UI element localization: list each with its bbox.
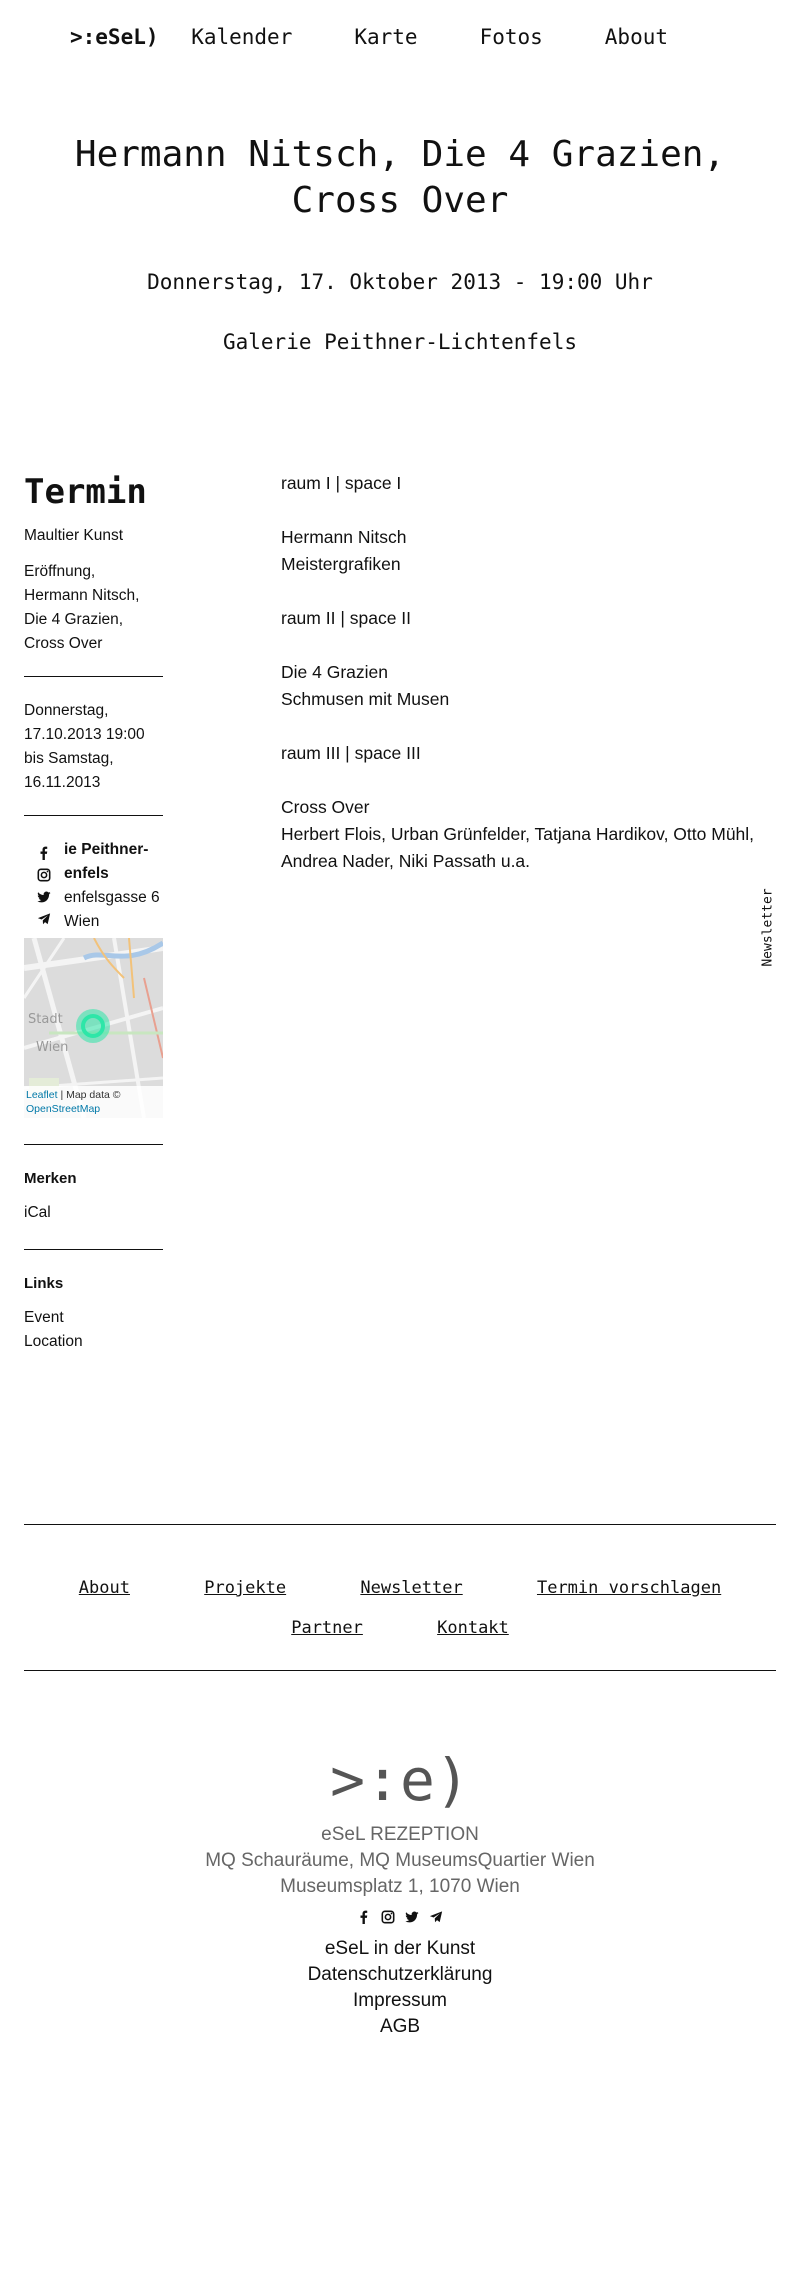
footer-link-projekte[interactable]: Projekte	[204, 1578, 287, 1598]
nav-karte[interactable]: Karte	[354, 25, 418, 49]
space-details	[281, 794, 761, 875]
map-data-text: | Map data ©	[57, 1089, 121, 1101]
footer-divider	[24, 1670, 776, 1671]
event-link[interactable]: Event	[24, 1309, 64, 1326]
event-description: Eröffnung, Hermann Nitsch, Die 4 Grazien, Cross Over	[24, 563, 140, 652]
address-line: enfelsgasse 6	[64, 889, 160, 906]
facebook-icon[interactable]	[357, 1910, 371, 1924]
space-title: raum I | space I	[281, 473, 402, 493]
address-line: enfels	[64, 865, 109, 882]
osm-link[interactable]: OpenStreetMap	[26, 1103, 101, 1115]
space-details	[281, 524, 761, 578]
twitter-icon[interactable]	[37, 890, 51, 904]
instagram-icon[interactable]	[37, 868, 51, 882]
footer-bottom-links	[0, 1936, 800, 2040]
footer-link-termin-vorschlagen[interactable]: Termin vorschlagen	[536, 1578, 722, 1598]
map-label: Wien	[36, 1040, 69, 1055]
event-venue: Galerie Peithner-Lichtenfels	[222, 330, 577, 354]
nav-about[interactable]: About	[604, 25, 668, 49]
address-line: ie Peithner-	[64, 841, 149, 858]
event-date-range	[24, 699, 163, 795]
footer-link-kontakt[interactable]: Kontakt	[437, 1618, 509, 1638]
space-title: raum III | space III	[281, 743, 421, 763]
footer-link-esel-in-der-kunst[interactable]: eSeL in der Kunst	[324, 1938, 476, 1959]
event-date: Donnerstag, 17. Oktober 2013 - 19:00 Uhr	[147, 270, 653, 294]
footer-address-line: eSeL REZEPTION	[321, 1824, 479, 1845]
telegram-icon[interactable]	[429, 1910, 443, 1924]
date-range-line: Donnerstag,	[24, 702, 109, 719]
space-details	[281, 659, 761, 713]
date-range-line: 17.10.2013 19:00	[24, 726, 145, 743]
space-artist: Cross Over	[281, 797, 370, 817]
footer-links	[24, 1568, 776, 1648]
twitter-icon[interactable]	[405, 1910, 419, 1924]
newsletter-tab-label: Newsletter	[760, 888, 776, 967]
divider	[24, 815, 163, 816]
event-content	[281, 470, 761, 902]
footer-logo[interactable]: >:e)	[330, 1746, 470, 1814]
social-floating-bar	[24, 838, 64, 934]
telegram-icon[interactable]	[37, 912, 51, 926]
space-artist: Die 4 Grazien	[281, 662, 388, 682]
event-category: Maultier Kunst	[24, 527, 124, 544]
venue-map[interactable]	[24, 938, 163, 1118]
footer-divider	[24, 1524, 776, 1525]
footer-address-line: Museumsplatz 1, 1070 Wien	[280, 1876, 520, 1897]
merken-heading: Merken	[24, 1170, 77, 1187]
address-line: Wien	[64, 913, 100, 930]
location-link[interactable]: Location	[24, 1333, 83, 1350]
map-attribution	[24, 1086, 163, 1118]
top-navigation	[70, 22, 730, 52]
date-range-line: 16.11.2013	[24, 774, 101, 791]
newsletter-tab[interactable]	[758, 880, 778, 980]
divider	[24, 1144, 163, 1145]
nav-fotos[interactable]: Fotos	[479, 25, 543, 49]
divider	[24, 676, 163, 677]
footer-address	[0, 1822, 800, 1900]
leaflet-link[interactable]: Leaflet	[26, 1089, 58, 1101]
event-sidebar	[24, 470, 163, 1354]
footer-link-datenschutz[interactable]: Datenschutzerklärung	[307, 1964, 493, 1985]
footer-social	[0, 1910, 800, 1924]
site-logo[interactable]: >:eSeL)	[70, 25, 159, 49]
footer-address-line: MQ Schauräume, MQ MuseumsQuartier Wien	[205, 1850, 595, 1871]
space-work: Herbert Flois, Urban Grünfelder, Tatjana Hardikov, Otto Mühl, Andrea Nader, Niki Passath u.a.	[281, 824, 755, 871]
space-title: raum II | space II	[281, 608, 412, 628]
footer-link-about[interactable]: About	[78, 1578, 130, 1598]
facebook-icon[interactable]	[37, 846, 51, 860]
instagram-icon[interactable]	[381, 1910, 395, 1924]
ical-link[interactable]: iCal	[24, 1204, 51, 1221]
event-title: Hermann Nitsch, Die 4 Grazien, Cross Over	[74, 134, 726, 221]
space-artist: Hermann Nitsch	[281, 527, 407, 547]
date-range-line: bis Samstag,	[24, 750, 114, 767]
space-work: Meistergrafiken	[281, 554, 401, 574]
links-heading: Links	[24, 1275, 64, 1292]
nav-kalender[interactable]: Kalender	[191, 25, 293, 49]
footer-link-impressum[interactable]: Impressum	[353, 1990, 447, 2011]
divider	[24, 1249, 163, 1250]
space-work: Schmusen mit Musen	[281, 689, 450, 709]
map-label: Stadt	[28, 1012, 63, 1027]
footer-link-newsletter[interactable]: Newsletter	[360, 1578, 463, 1598]
venue-address	[24, 838, 163, 934]
footer-link-agb[interactable]: AGB	[379, 2016, 421, 2037]
footer-link-partner[interactable]: Partner	[291, 1618, 363, 1638]
sidebar-heading: Termin	[24, 472, 147, 512]
